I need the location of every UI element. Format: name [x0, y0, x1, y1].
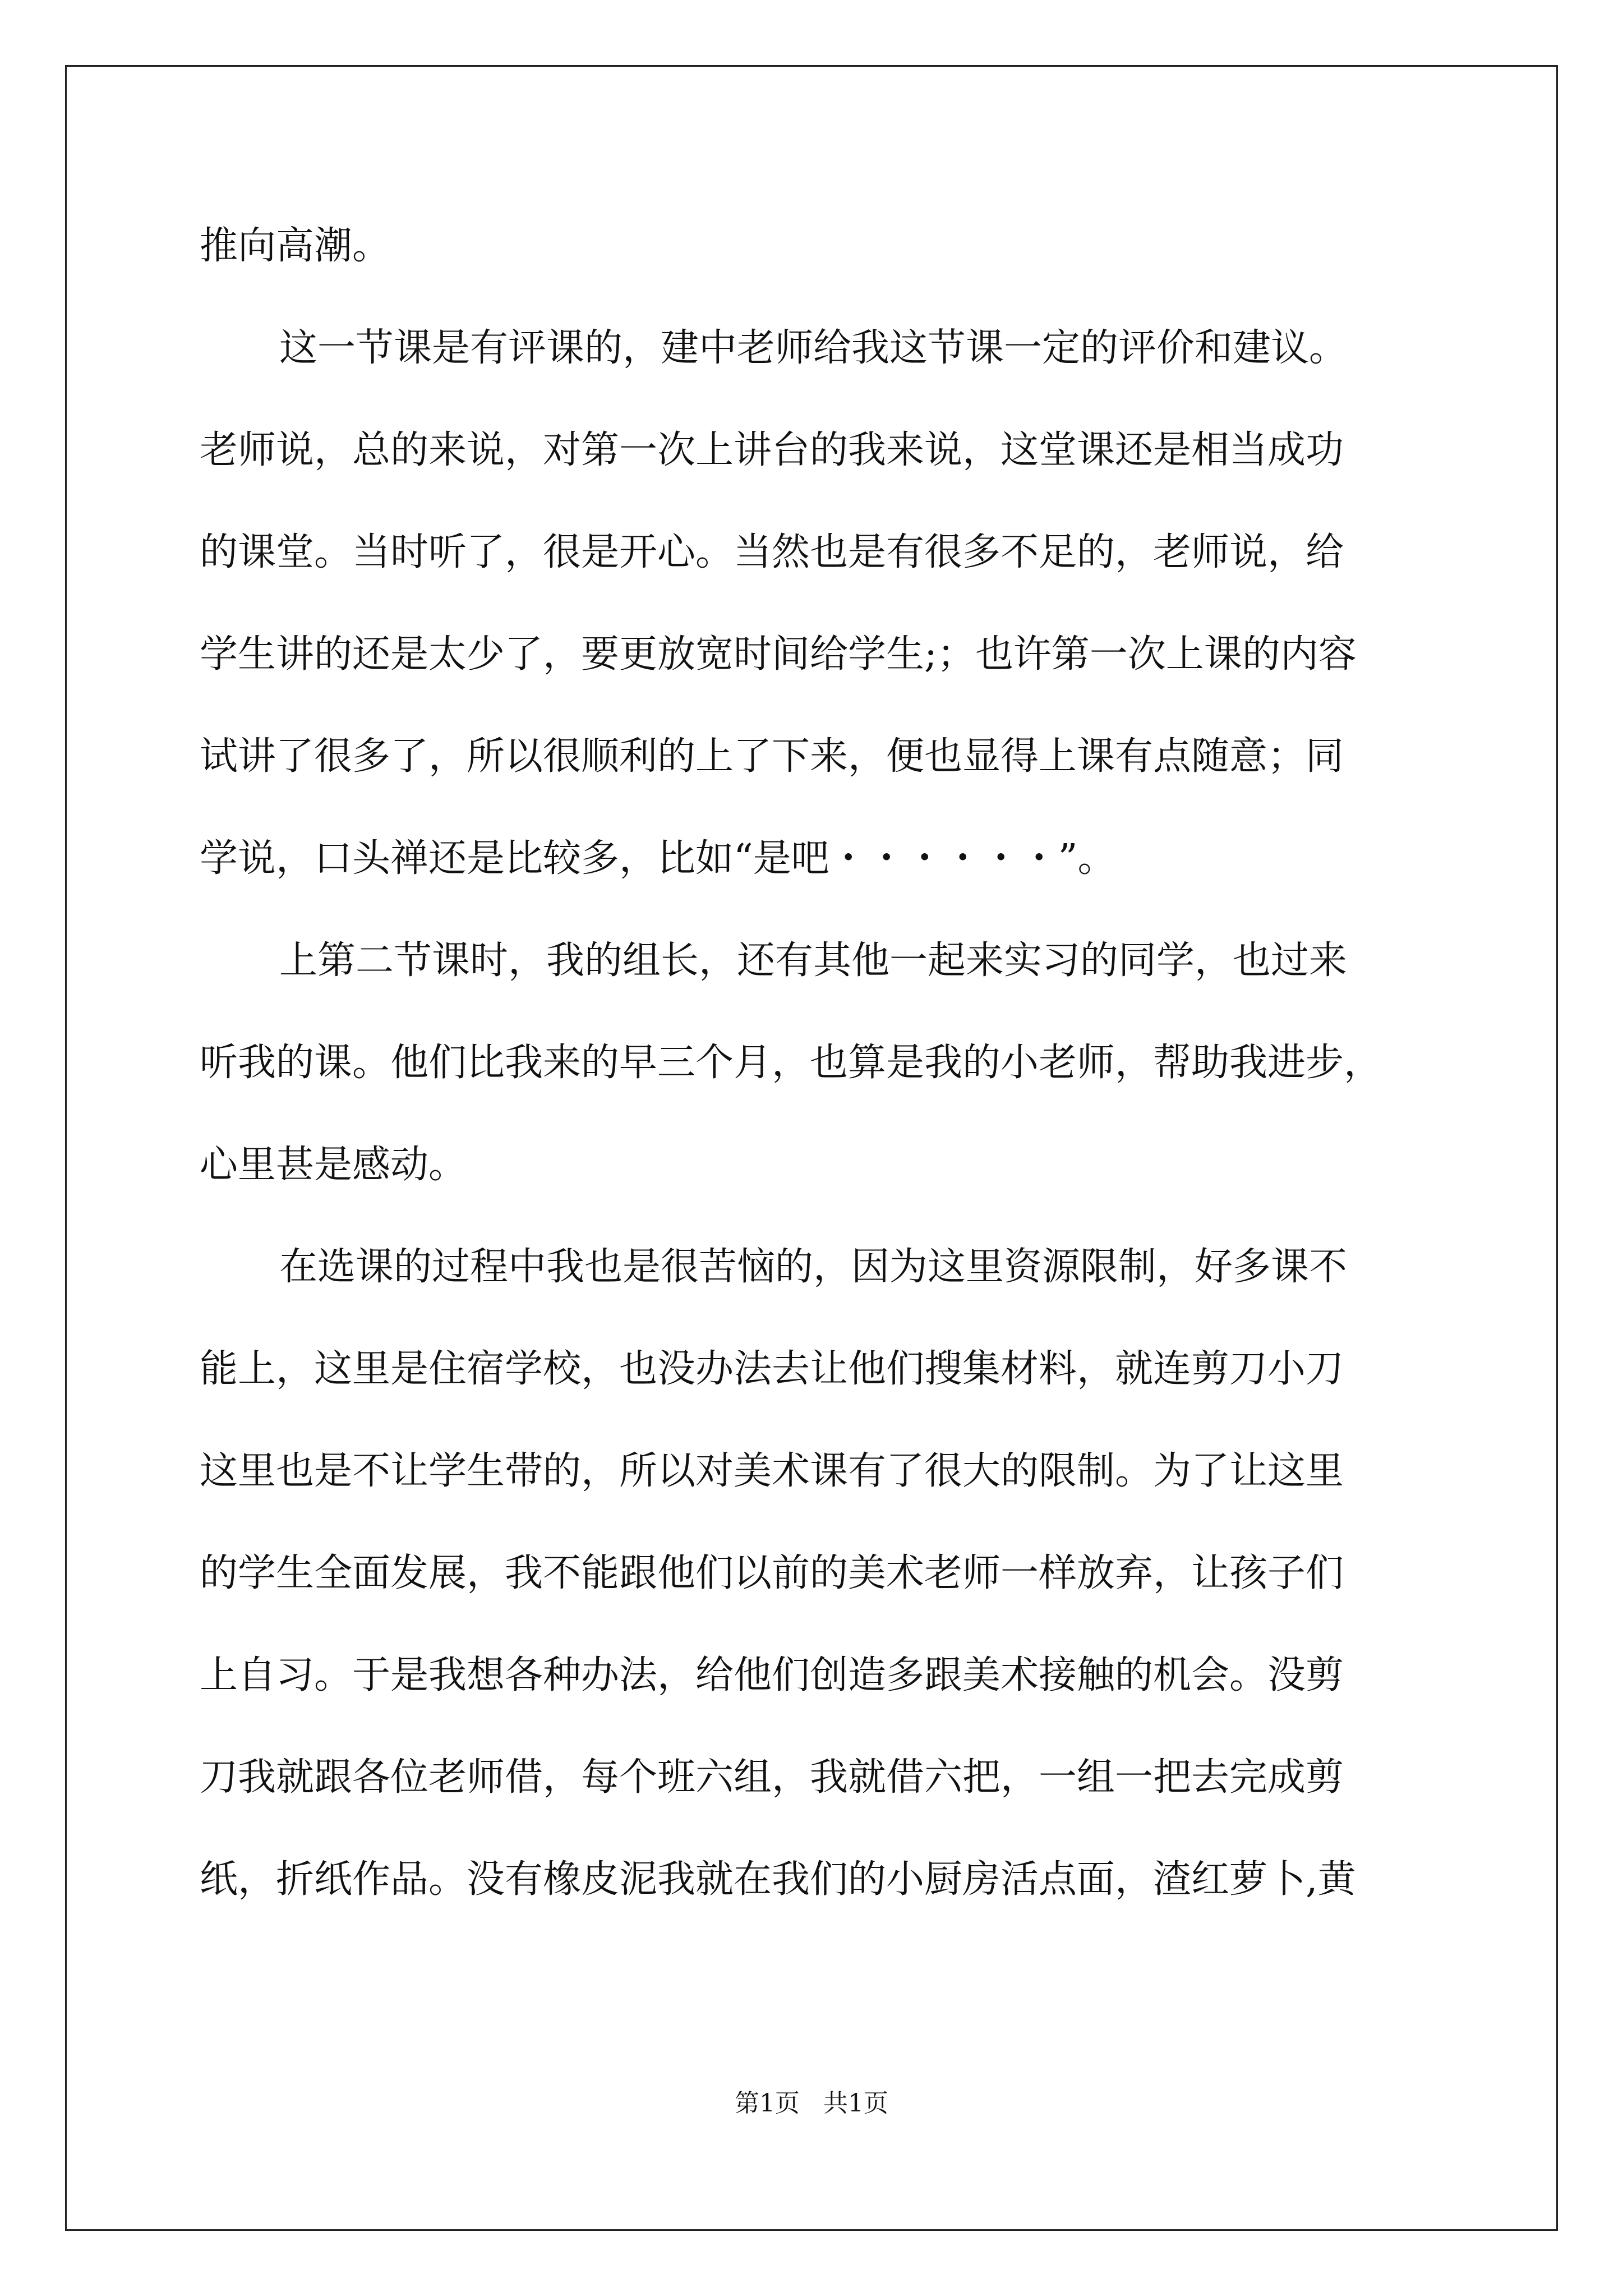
text-line: 这一节课是有评课的，建中老师给我这节课一定的评价和建议。: [279, 326, 1348, 370]
text-line: 听我的课。他们比我来的早三个月，也算是我的小老师，帮助我进步，: [200, 1041, 1382, 1085]
text-line: 在选课的过程中我也是很苦恼的，因为这里资源限制，好多课不: [279, 1245, 1348, 1289]
text-line: 纸，折纸作品。没有橡皮泥我就在我们的小厨房活点面，渣红萝卜,黄: [200, 1857, 1356, 1902]
text-line: 老师说，总的来说，对第一次上讲台的我来说，这堂课还是相当成功: [200, 428, 1344, 472]
document-body: [200, 195, 1433, 1931]
text-line: 试讲了很多了，所以很顺利的上了下来，便也显得上课有点随意；同: [200, 734, 1344, 779]
text-line: 刀我就跟各位老师借，每个班六组，我就借六把，一组一把去完成剪: [200, 1755, 1344, 1800]
text-line: 的课堂。当时听了，很是开心。当然也是有很多不足的，老师说，给: [200, 530, 1344, 574]
page-footer: 第1页 共1页: [735, 2089, 888, 2118]
text-line: 上自习。于是我想各种办法，给他们创造多跟美术接触的机会。没剪: [200, 1653, 1344, 1697]
text-line: 学说，口头禅还是比较多，比如“是吧・・・・・・”。: [200, 836, 1116, 881]
text-line: 这里也是不让学生带的，所以对美术课有了很大的限制。为了让这里: [200, 1449, 1344, 1493]
text-line: 能上，这里是住宿学校，也没办法去让他们搜集材料，就连剪刀小刀: [200, 1347, 1344, 1391]
text-line: 学生讲的还是太少了，要更放宽时间给学生;；也许第一次上课的内容: [200, 632, 1357, 677]
text-line: 推向高潮。: [200, 224, 391, 268]
text-line: 的学生全面发展，我不能跟他们以前的美术老师一样放弃，让孩子们: [200, 1551, 1344, 1595]
text-line: 心里甚是感动。: [200, 1143, 467, 1187]
text-line: 上第二节课时，我的组长，还有其他一起来实习的同学，也过来: [279, 938, 1348, 983]
